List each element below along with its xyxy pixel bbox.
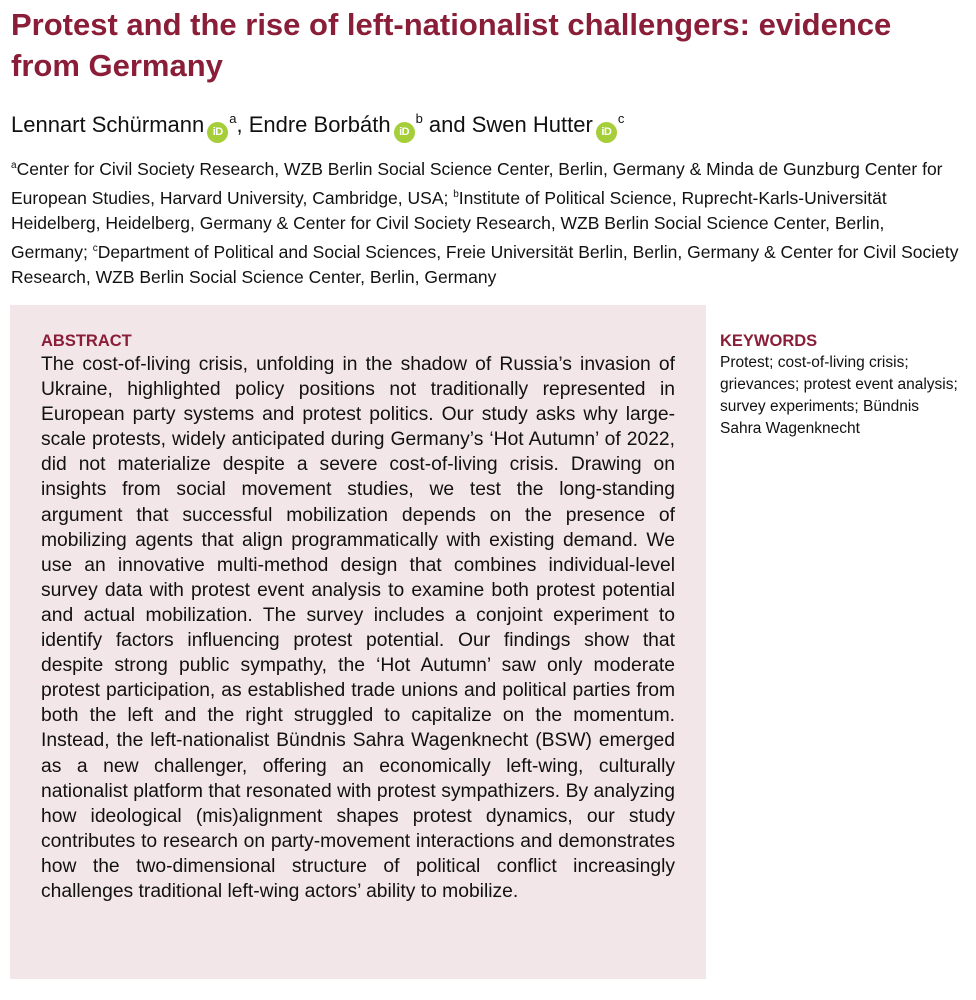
author-separator: , (236, 112, 249, 137)
author-name[interactable]: Swen Hutter (471, 112, 593, 137)
author-list (11, 102, 624, 143)
orcid-icon[interactable]: iD (394, 122, 415, 143)
affiliation-mark: b (453, 189, 459, 200)
affiliation-marker: c (617, 111, 625, 126)
orcid-icon[interactable]: iD (596, 122, 617, 143)
author-name[interactable]: Lennart Schürmann (11, 112, 205, 137)
abstract-body: The cost-of-living crisis, unfolding in the shadow of Russia’s invasion of Ukraine, highlighted policy positions not traditionally represented in European party systems and protest politics. Our study asks why large-scale protests, widely anticipated during Germany’s ‘Hot Autumn’ of 2022, did not materialize despite a severe cost-of-living crisis. Drawing on insights from social movement studies, we test the long-standing argument that successful mobilization depends on the presence of mobilizing agents that align programmatically with existing demand. We use an innovative multi-method design that combines individual-level survey data with protest event analysis to examine both protest potential and actual mobilization. The survey includes a conjoint experiment to identify factors influencing protest potential. Our findings show that despite strong public sympathy, the ‘Hot Autumn’ saw only moderate protest participation, as established trade unions and political parties from both the left and the right struggled to capitalize on the momentum. Instead, the left-nationalist Bündnis Sahra Wagenknecht (BSW) emerged as a new challenger, offering an economically left-wing, culturally nationalist platform that resonated with protest sympathizers. By analyzing how ideological (mis)alignment shapes protest dynamics, our study contributes to research on party-movement interactions and demonstrates how the two-dimensional structure of political conflict increasingly challenges traditional left-wing actors’ ability to mobilize. (41, 354, 675, 902)
orcid-icon[interactable]: iD (207, 122, 228, 143)
affiliation-marker: a (229, 111, 237, 126)
author-separator: and (422, 112, 472, 137)
affiliation-text: Institute of Political Science, Ruprecht-Karls-Universität Heidelberg, Heidelberg, Germany & Center for Civil Society Research, WZB Berlin Social Science Center, Berlin, Germany; (11, 188, 887, 262)
affiliation-text: Department of Political and Social Sciences, Freie Universität Berlin, Berlin, Germany & Center for Civil Society Research, WZB Berlin Social Science Center, Berlin, Germany (11, 242, 959, 287)
affiliations (11, 153, 961, 290)
author-name[interactable]: Endre Borbáth (248, 112, 391, 137)
affiliation-text: Center for Civil Society Research, WZB Berlin Social Science Center, Berlin, Germany & Minda de Gunzburg Center for European Studies, Harvard University, Cambridge, USA; (11, 159, 943, 208)
affiliation-mark: a (11, 160, 17, 171)
affiliation-marker: b (415, 111, 423, 126)
article-title: Protest and the rise of left-nationalist challengers: evidence from Germany (11, 7, 892, 83)
abstract-heading: ABSTRACT (41, 332, 132, 350)
affiliation-mark: c (92, 243, 98, 254)
keywords-list: Protest; cost-of-living crisis; grievances; protest event analysis; survey experiments; Bündnis Sahra Wagenknecht (720, 354, 958, 437)
keywords-heading: KEYWORDS (720, 332, 818, 350)
